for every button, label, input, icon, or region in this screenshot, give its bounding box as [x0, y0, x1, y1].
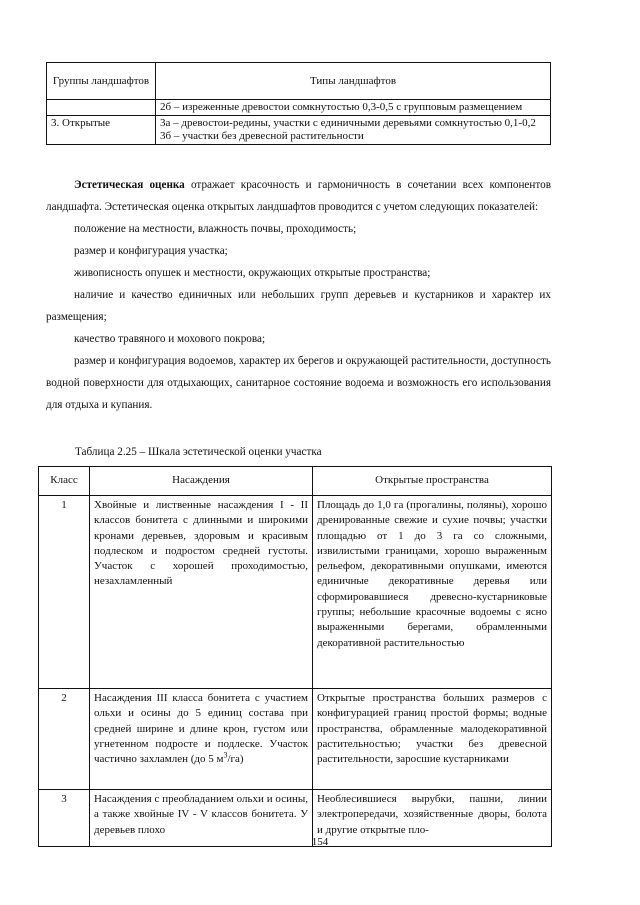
table-caption: Таблица 2.25 – Шкала эстетической оценки участка [75, 446, 322, 458]
header-open-spaces: Открытые пространства [313, 467, 552, 496]
header-class: Класс [39, 467, 90, 496]
open-cell: Открытые пространства больших размеров с конфигурацией границ простой формы; водные пространства, обрамленные малодекоративной растительностью; участки без древесной растительности, заросшие кустарниками [313, 689, 552, 790]
list-item: размер и конфигурация участка; [74, 245, 228, 257]
superscript: 3 [223, 750, 228, 760]
body-text [46, 174, 551, 416]
term-bold: Эстетическая оценка [74, 179, 185, 191]
type-line: 2б – изреженные древостои сомкнутостью 0,3-0,5 с групповым размещением [160, 101, 523, 113]
type-line: 3б – участки без древесной растительности [160, 130, 364, 142]
landscape-types-table [46, 62, 551, 145]
table-row [47, 100, 551, 116]
types-cell [156, 116, 551, 145]
stands-text: Насаждения III класса бонитета с участием ольхи и осины до 5 единиц состава при средней ширине и длине крон, густом или угнетенном подросте и подлеске. Участок частично захламлен (до 5 м [94, 692, 308, 766]
class-cell: 1 [39, 496, 90, 689]
stands-cell: Хвойные и лиственные насаждения I - II классов бонитета с длинными и широкими кронами деревьев, здоровым и красивым подлеском и подростом средней густоты. Участок с хорошей проходимостью, незахламленный [90, 496, 313, 689]
table-header-row [47, 63, 551, 100]
table-header-row [39, 467, 552, 496]
header-landscape-types: Типы ландшафтов [156, 63, 551, 100]
header-landscape-groups: Группы ландшафтов [47, 63, 156, 100]
page-number: 154 [311, 836, 329, 848]
header-stands: Насаждения [90, 467, 313, 496]
list-item: живописность опушек и местности, окружающих открытые пространства; [74, 267, 431, 279]
list-item: наличие и качество единичных или небольших групп деревьев и кустарников и характер их размещения; [46, 289, 551, 323]
intro-rest: отражает красочность и гармоничность в сочетании всех компонентов ландшафта. Эстетическая оценка открытых ландшафтов проводится с учетом следующих показателей: [46, 179, 552, 213]
type-line: 3а – древостои-редины, участки с единичными деревьями сомкнутостью 0,1-0,2 [160, 117, 536, 129]
stands-cell: Насаждения с преобладанием ольхи и осины, а также хвойные IV - V классов бонитета. У деревьев плохо [90, 790, 313, 847]
group-cell: 3. Открытые [47, 116, 156, 145]
open-cell: Площадь до 1,0 га (прогалины, поляны), хорошо дренированные свежие и сухие почвы; участки площадью от 1 до 3 га со сложными, извилистыми границами, хорошо выраженным рельефом, декоративными опушками, имеются единичные декоративные деревья или сформировавшиеся древесно-кустарниковые группы; небольшие красочные водоемы с ясно выраженными берегами, обрамленными декоративной растительностью [313, 496, 552, 689]
open-cell: Необлесившиеся вырубки, пашни, линии электропередачи, хозяйственные дворы, болота и другие открытые пло- [313, 790, 552, 847]
types-cell [156, 100, 551, 116]
stands-text-end: /га) [227, 753, 244, 766]
list-item: положение на местности, влажность почвы, проходимость; [74, 223, 357, 235]
stands-cell [90, 689, 313, 790]
list-item: размер и конфигурация водоемов, характер их берегов и окружающей растительности, доступность водной поверхности для отдыхающих, санитарное состояние водоема и возможность его использования для отдыха и купания. [46, 355, 551, 411]
class-cell: 2 [39, 689, 90, 790]
table-row [39, 689, 552, 790]
list-item: качество травяного и мохового покрова; [74, 333, 266, 345]
intro-paragraph [46, 174, 551, 218]
aesthetic-scale-table [38, 466, 552, 847]
table-row [47, 116, 551, 145]
group-cell [47, 100, 156, 116]
class-cell: 3 [39, 790, 90, 847]
table-row [39, 496, 552, 689]
